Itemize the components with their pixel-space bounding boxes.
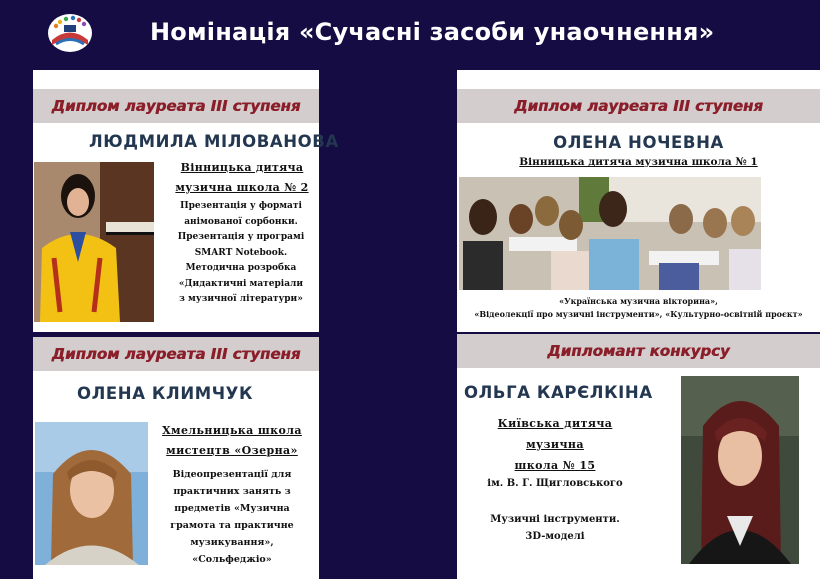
page-title: Номінація «Сучасні засоби унаочнення» [150,18,715,46]
description-line: грамота та практичне [170,520,294,531]
school-name-line: школа № 15 [514,459,596,472]
work-description [457,295,820,320]
description-line: Відеопрезентації для [172,469,292,480]
laureate-photo [34,162,154,322]
award-band: Дипломант конкурсу [457,334,820,368]
school-name-line: музична школа № 2 [175,181,309,194]
description-line: SMART Notebook. [194,247,288,258]
school-name-line: Вінницька дитяча музична школа № 1 [519,156,758,168]
school-name-line: Київська дитяча [497,417,613,430]
school-named-after: ім. В. Г. Щигловського [487,478,623,489]
school-name-line: мистецтв «Озерна» [166,444,298,457]
school-name-line: Хмельницька школа [162,424,302,437]
school-block [480,413,630,476]
description-line: практичних занять з [173,486,291,497]
description-line: Методична розробка [185,263,297,273]
description-line: з музичної літератури» [179,294,303,304]
description-line: Презентація у програмі [177,232,305,242]
description-line: музикування», [190,537,274,548]
laureate-photo [35,422,148,565]
laureate-name: ОЛЕНА НОЧЕВНА [553,133,724,152]
award-band: Диплом лауреата ІІІ ступеня [457,89,820,123]
laureate-name: ОЛЬГА КАРЄЛКІНА [464,383,653,402]
description-line: 3D-моделі [525,531,585,542]
description-line: анімованої сорбонки. [184,216,298,227]
laureate-name: ЛЮДМИЛА МІЛОВАНОВА [89,132,339,151]
work-description [166,199,316,308]
description-line: «Дидактичні матеріали [178,278,304,289]
description-line: Музичні інструменти. [490,514,620,525]
description-line: «Українська музична вікторина», [559,296,718,306]
laureate-photo [681,376,799,564]
award-band: Диплом лауреата ІІІ ступеня [33,337,319,371]
description-line: «Відеолекції про музичні інструменти», «Культурно-освітній проєкт» [474,308,803,319]
description-line: предметів «Музична [174,503,290,514]
work-description [480,511,630,545]
laureate-name: ОЛЕНА КЛИМЧУК [77,384,254,403]
school-block [160,421,304,461]
work-description [160,466,304,568]
award-band: Диплом лауреата ІІІ ступеня [33,89,319,123]
school-block [172,158,312,198]
school-name-line: Вінницька дитяча [180,161,304,174]
description-line: Презентація у форматі [180,201,302,211]
school-name-line: музична [526,438,584,451]
group-photo [459,177,761,290]
school-logo [46,13,94,57]
description-line: «Сольфеджіо» [192,554,272,565]
